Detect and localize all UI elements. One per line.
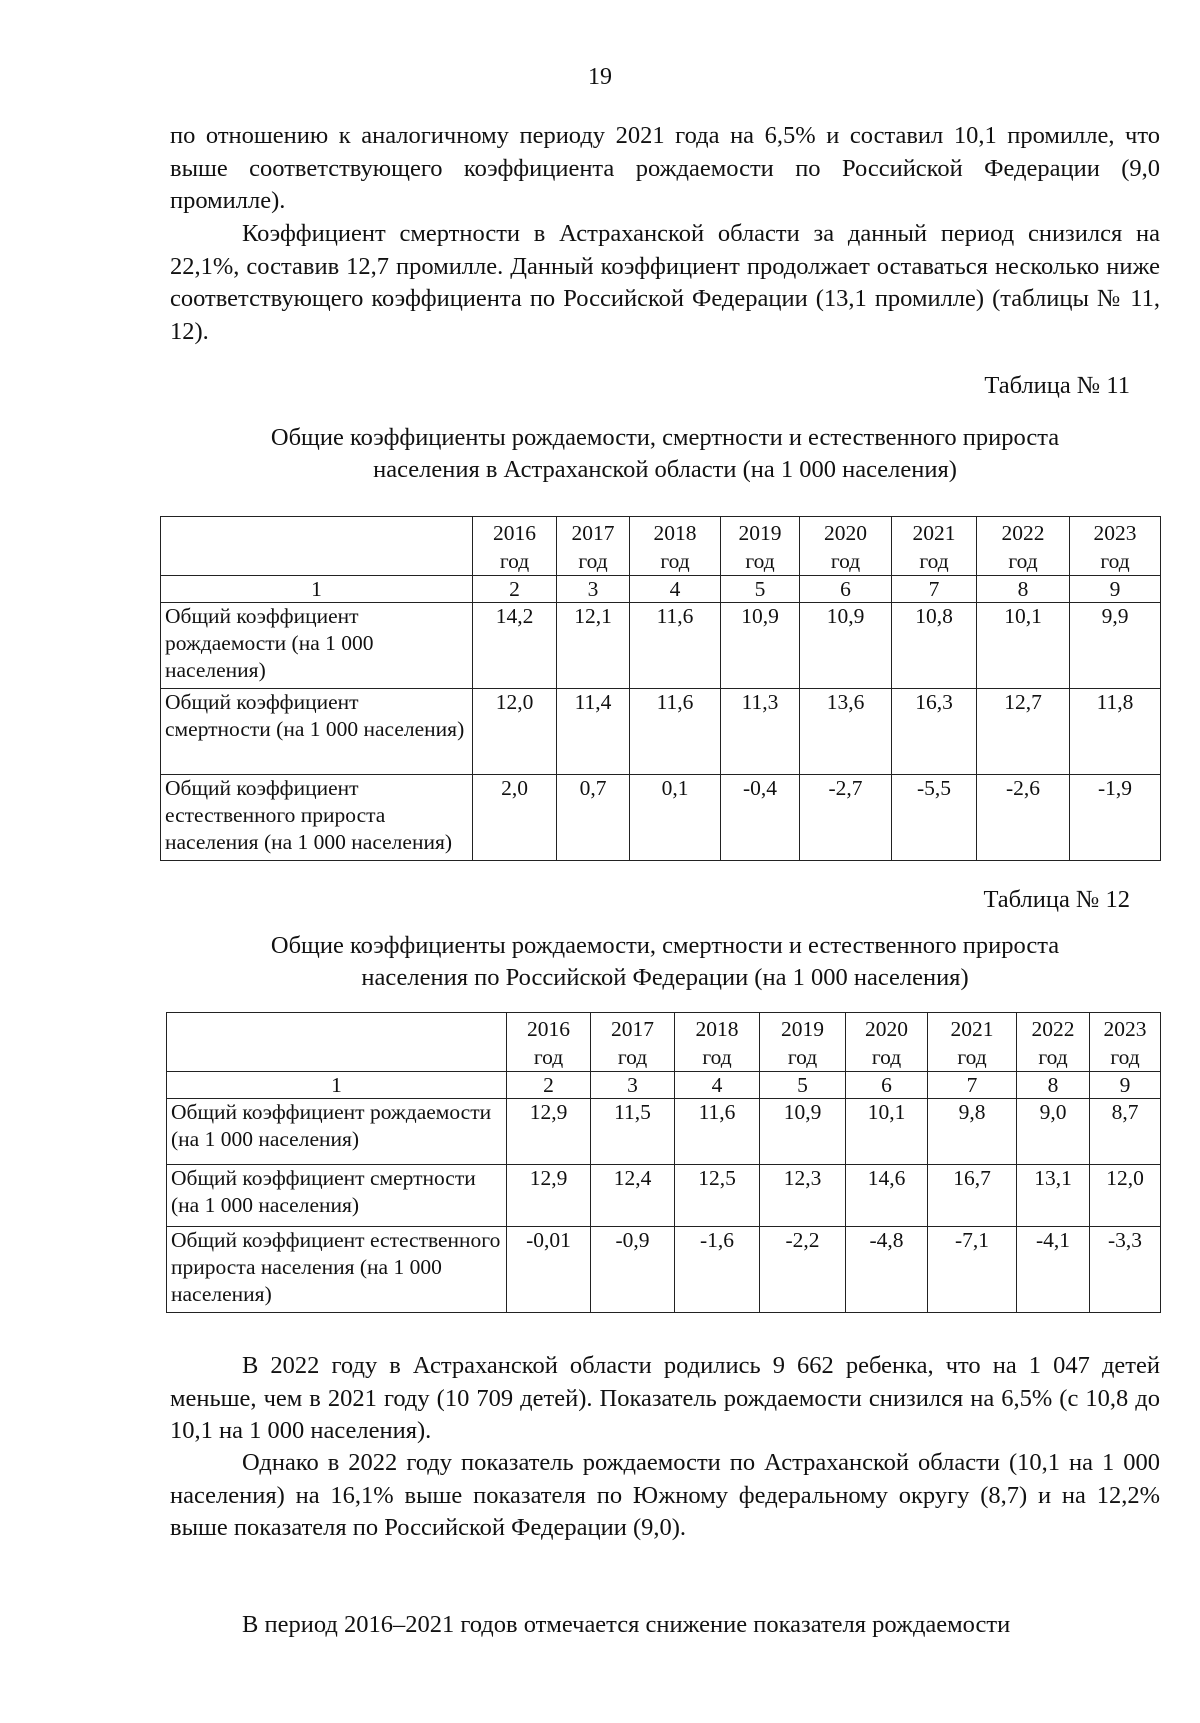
table-cell: 10,9 <box>721 603 800 689</box>
table-row <box>161 603 1161 689</box>
table-12-year-header <box>507 1013 591 1072</box>
table-cell: -4,1 <box>1017 1227 1090 1313</box>
row-label: Общий коэффициент рождаемости (на 1 000 населения) <box>161 603 473 689</box>
row-label: Общий коэффициент рождаемости (на 1 000 населения) <box>167 1099 507 1165</box>
column-index: 5 <box>721 576 800 603</box>
table-cell: 10,1 <box>846 1099 928 1165</box>
table-cell: 11,6 <box>675 1099 760 1165</box>
table-cell: 0,1 <box>630 775 721 861</box>
table-row <box>161 775 1161 861</box>
table-11-title <box>170 422 1160 486</box>
table-cell: -1,9 <box>1070 775 1161 861</box>
table-cell: 10,8 <box>892 603 977 689</box>
table-cell: 10,9 <box>800 603 892 689</box>
table-12-header-row <box>167 1013 1161 1072</box>
year-suffix: год <box>1008 549 1038 573</box>
year: 2017 <box>571 521 615 545</box>
table-cell: 16,7 <box>928 1165 1017 1227</box>
table-cell: 12,5 <box>675 1165 760 1227</box>
column-index: 9 <box>1070 576 1161 603</box>
table-cell: 10,9 <box>760 1099 846 1165</box>
column-index: 1 <box>161 576 473 603</box>
year: 2018 <box>653 521 697 545</box>
column-index: 1 <box>167 1072 507 1099</box>
table-12-index-row <box>167 1072 1161 1099</box>
year-suffix: год <box>702 1045 732 1069</box>
table-cell: -0,4 <box>721 775 800 861</box>
year: 2023 <box>1093 521 1137 545</box>
table-11-year-header <box>473 517 557 576</box>
table-cell: -1,6 <box>675 1227 760 1313</box>
table-11-year-header <box>892 517 977 576</box>
table-cell: 12,4 <box>591 1165 675 1227</box>
year-suffix: год <box>787 1045 818 1069</box>
table-cell: 14,2 <box>473 603 557 689</box>
year-suffix: год <box>919 549 949 573</box>
table-cell: 13,1 <box>1017 1165 1090 1227</box>
table-cell: 12,9 <box>507 1165 591 1227</box>
column-index: 9 <box>1090 1072 1161 1099</box>
table-cell: -3,3 <box>1090 1227 1161 1313</box>
table-11-label: Таблица № 11 <box>984 372 1130 399</box>
table-cell: 12,7 <box>977 689 1070 775</box>
table-cell: -0,01 <box>507 1227 591 1313</box>
table-cell: -7,1 <box>928 1227 1017 1313</box>
year-suffix: год <box>578 549 608 573</box>
year-suffix: год <box>1038 1045 1068 1069</box>
table-cell: 9,9 <box>1070 603 1161 689</box>
table-row <box>167 1165 1161 1227</box>
column-index: 6 <box>846 1072 928 1099</box>
year-suffix: год <box>871 1045 902 1069</box>
year: 2019 <box>738 521 782 545</box>
table-11 <box>160 516 1161 861</box>
table-cell: -5,5 <box>892 775 977 861</box>
year: 2021 <box>950 1017 994 1041</box>
table-11-year-header <box>721 517 800 576</box>
row-label: Общий коэффициент естественного прироста населения (на 1 000 населения) <box>161 775 473 861</box>
column-index: 8 <box>977 576 1070 603</box>
year: 2021 <box>912 521 956 545</box>
table-cell: 11,8 <box>1070 689 1161 775</box>
year: 2016 <box>527 1017 570 1041</box>
year-suffix: год <box>1100 549 1130 573</box>
year-suffix: год <box>533 1045 564 1069</box>
outro-paragraph-2: Однако в 2022 году показатель рождаемости по Астраханской области (10,1 на 1 000 населения) на 16,1% выше показателя по Южному федеральному округу (8,7) и на 12,2% выше показателя по Российской Федерации (9,0). <box>170 1449 1160 1541</box>
year: 2023 <box>1103 1017 1147 1041</box>
table-12-year-header <box>675 1013 760 1072</box>
year-suffix: год <box>957 1045 987 1069</box>
row-label: Общий коэффициент смертности (на 1 000 населения) <box>167 1165 507 1227</box>
table-cell: 14,6 <box>846 1165 928 1227</box>
intro-paragraph-2: Коэффициент смертности в Астраханской области за данный период снизился на 22,1%, составив 12,7 промилле. Данный коэффициент продолжает оставаться несколько ниже соответствующего коэффициента по Российской Федерации (13,1 промилле) (таблицы № 11, 12). <box>170 220 1160 345</box>
table-cell: 12,9 <box>507 1099 591 1165</box>
column-index: 5 <box>760 1072 846 1099</box>
table-cell: 12,3 <box>760 1165 846 1227</box>
table-row <box>167 1227 1161 1313</box>
year-suffix: год <box>1110 1045 1140 1069</box>
table-cell: 9,8 <box>928 1099 1017 1165</box>
table-11-year-header <box>630 517 721 576</box>
table-12-header-empty <box>167 1013 507 1072</box>
row-label: Общий коэффициент смертности (на 1 000 населения) <box>161 689 473 775</box>
table-cell: 11,6 <box>630 603 721 689</box>
table-12-year-header <box>928 1013 1017 1072</box>
year: 2017 <box>611 1017 654 1041</box>
table-cell: 11,4 <box>557 689 630 775</box>
table-12-year-header <box>846 1013 928 1072</box>
year: 2016 <box>493 521 536 545</box>
column-index: 7 <box>892 576 977 603</box>
year: 2018 <box>695 1017 739 1041</box>
table-cell: 2,0 <box>473 775 557 861</box>
table-12-title <box>170 930 1160 994</box>
column-index: 4 <box>630 576 721 603</box>
table-cell: -2,7 <box>800 775 892 861</box>
table-cell: -2,2 <box>760 1227 846 1313</box>
column-index: 6 <box>800 576 892 603</box>
column-index: 8 <box>1017 1072 1090 1099</box>
year: 2019 <box>781 1017 824 1041</box>
table-cell: 11,3 <box>721 689 800 775</box>
table-cell: 9,0 <box>1017 1099 1090 1165</box>
table-12-year-header <box>1090 1013 1161 1072</box>
table-row <box>167 1099 1161 1165</box>
table-cell: 12,0 <box>473 689 557 775</box>
table-cell: 11,5 <box>591 1099 675 1165</box>
outro-paragraph-3: В период 2016–2021 годов отмечается снижение показателя рождаемости <box>242 1611 1011 1638</box>
table-cell: -4,8 <box>846 1227 928 1313</box>
column-index: 3 <box>591 1072 675 1099</box>
table-cell: 10,1 <box>977 603 1070 689</box>
year-suffix: год <box>745 549 775 573</box>
table-cell: -0,9 <box>591 1227 675 1313</box>
table-12 <box>166 1012 1161 1313</box>
year-suffix: год <box>617 1045 648 1069</box>
year-suffix: год <box>830 549 861 573</box>
table-row <box>161 689 1161 775</box>
table-12-label: Таблица № 12 <box>983 886 1130 913</box>
column-index: 2 <box>507 1072 591 1099</box>
table-11-index-row <box>161 576 1161 603</box>
column-index: 4 <box>675 1072 760 1099</box>
table-cell: 11,6 <box>630 689 721 775</box>
table-11-title-line-2: населения в Астраханской области (на 1 000 населения) <box>373 456 957 483</box>
table-11-header-row <box>161 517 1161 576</box>
table-11-year-header <box>557 517 630 576</box>
year-suffix: год <box>499 549 530 573</box>
year: 2020 <box>824 521 867 545</box>
year: 2020 <box>865 1017 908 1041</box>
table-12-title-line-1: Общие коэффициенты рождаемости, смертности и естественного прироста <box>270 932 1060 959</box>
table-12-year-header <box>760 1013 846 1072</box>
table-cell: 12,1 <box>557 603 630 689</box>
table-cell: 12,0 <box>1090 1165 1161 1227</box>
table-12-title-line-2: населения по Российской Федерации (на 1 000 населения) <box>361 964 969 991</box>
page-number: 19 <box>588 64 612 90</box>
column-index: 3 <box>557 576 630 603</box>
year: 2022 <box>1001 521 1045 545</box>
table-11-header-empty <box>161 517 473 576</box>
table-11-year-header <box>1070 517 1161 576</box>
column-index: 2 <box>473 576 557 603</box>
table-cell: 16,3 <box>892 689 977 775</box>
table-cell: -2,6 <box>977 775 1070 861</box>
table-cell: 8,7 <box>1090 1099 1161 1165</box>
table-11-year-header <box>800 517 892 576</box>
table-12-year-header <box>1017 1013 1090 1072</box>
outro-paragraph-1: В 2022 году в Астраханской области родились 9 662 ребенка, что на 1 047 детей меньше, чем в 2021 году (10 709 детей). Показатель рождаемости снизился на 6,5% (с 10,8 до 10,1 на 1 000 населения). <box>170 1352 1160 1444</box>
table-cell: 13,6 <box>800 689 892 775</box>
table-cell: 0,7 <box>557 775 630 861</box>
table-11-year-header <box>977 517 1070 576</box>
column-index: 7 <box>928 1072 1017 1099</box>
intro-paragraph-1: по отношению к аналогичному периоду 2021 года на 6,5% и составил 10,1 промилле, что выше соответствующего коэффициента рождаемости по Российской Федерации (9,0 промилле). <box>170 122 1160 214</box>
year-suffix: год <box>660 549 690 573</box>
row-label: Общий коэффициент естественного прироста населения (на 1 000 населения) <box>167 1227 507 1313</box>
table-11-title-line-1: Общие коэффициенты рождаемости, смертности и естественного прироста <box>270 424 1060 451</box>
table-12-year-header <box>591 1013 675 1072</box>
year: 2022 <box>1031 1017 1075 1041</box>
